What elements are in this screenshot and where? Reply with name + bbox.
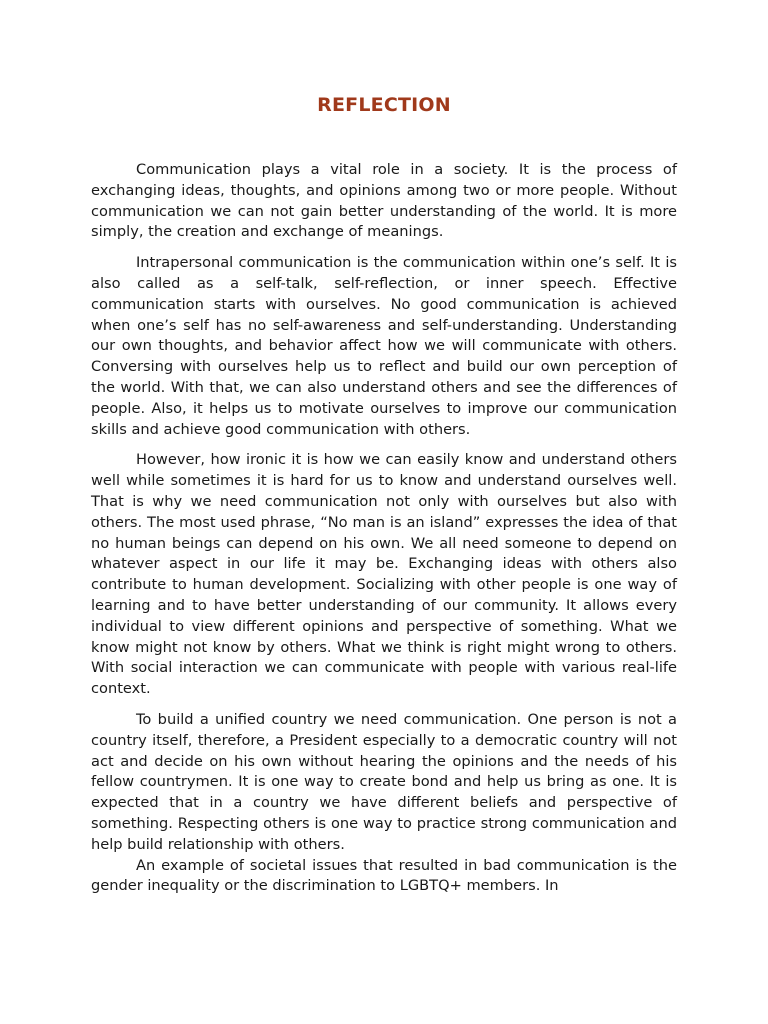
paragraph-1: Communication plays a vital role in a society. It is the process of exchanging ideas, thoughts, and opinions among two or more people. Without communication we can not gain better understanding of the world. It is more simply, the creation and exchange of meanings. — [91, 161, 677, 241]
document-body — [91, 160, 677, 897]
paragraph-5: An example of societal issues that resulted in bad communication is the gender inequality or the discrimination to LGBTQ+ members. In — [91, 856, 677, 895]
paragraph-3: However, how ironic it is how we can easily know and understand others well while sometimes it is hard for us to know and understand ourselves well. That is why we need communication not only with ourselves but also with others. The most used phrase, “No man is an island” expresses the idea of that no human beings can depend on his own. We all need someone to depend on whatever aspect in our life it may be. Exchanging ideas with others also contribute to human development. Socializing with other people is one way of learning and to have better understanding of our community. It allows every individual to view different opinions and perspective of something. What we know might not know by others. What we think is right might wrong to others. With social interaction we can communicate with people with various real-life context. — [91, 451, 677, 698]
page-title: REFLECTION — [317, 94, 451, 116]
paragraph-4: To build a unified country we need communication. One person is not a country itself, therefore, a President especially to a democratic country will not act and decide on his own without hearing the opinions and the needs of his fellow countrymen. It is one way to create bond and help us bring as one. It is expected that in a country we have different beliefs and perspective of something. Respecting others is one way to practice strong communication and help build relationship with others. — [91, 710, 677, 853]
paragraph-2: Intrapersonal communication is the communication within one’s self. It is also called as a self-talk, self-reflection, or inner speech. Effective communication starts with ourselves. No good communication is achieved when one’s self has no self-awareness and self-understanding. Understanding our own thoughts, and behavior affect how we will communicate with others. Conversing with ourselves help us to reflect and build our own perception of the world. With that, we can also understand others and see the differences of people. Also, it helps us to motivate ourselves to improve our communication skills and achieve good communication with others. — [91, 254, 677, 438]
